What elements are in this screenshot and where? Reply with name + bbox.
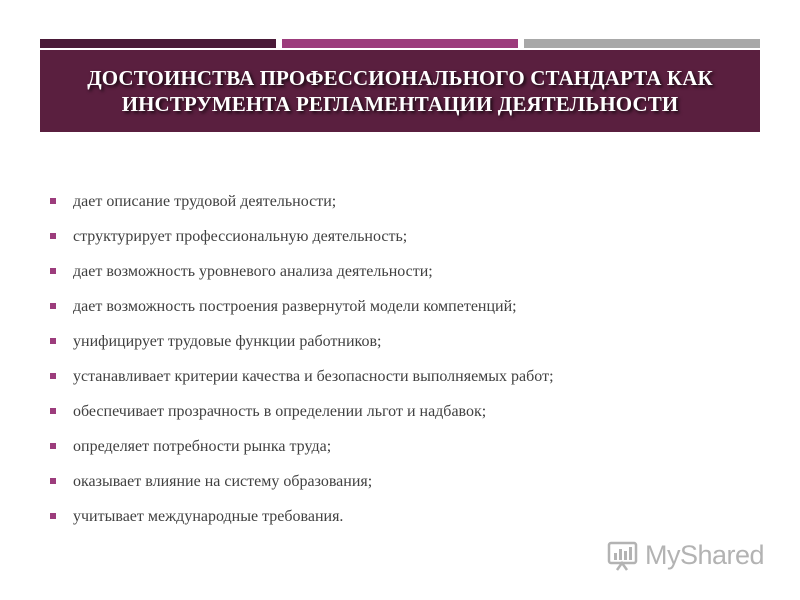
list-item (50, 289, 554, 324)
square-bullet-icon (50, 198, 56, 204)
list-item (50, 464, 554, 499)
list-item (50, 254, 554, 289)
accent-bar-dark (40, 39, 276, 48)
list-item-text: учитывает международные требования. (73, 507, 344, 525)
list-item-text: определяет потребности рынка труда; (73, 437, 332, 455)
slide-title: ДОСТОИНСТВА ПРОФЕССИОНАЛЬНОГО СТАНДАРТА КАК ИНСТРУМЕНТА РЕГЛАМЕНТАЦИИ ДЕЯТЕЛЬНОСТИ (87, 66, 713, 116)
title-band (40, 50, 760, 132)
list-item-text: дает возможность построения развернутой модели компетенций; (73, 297, 517, 315)
list-item (50, 324, 554, 359)
list-item-text: оказывает влияние на систему образования; (73, 472, 373, 490)
square-bullet-icon (50, 443, 56, 449)
myshared-watermark[interactable] (607, 538, 764, 572)
list-item (50, 394, 554, 429)
list-item-text: дает описание трудовой деятельности; (73, 192, 337, 210)
list-item-text: структурирует профессиональную деятельность; (73, 227, 408, 245)
square-bullet-icon (50, 513, 56, 519)
bullet-list (50, 184, 554, 534)
square-bullet-icon (50, 268, 56, 274)
list-item (50, 429, 554, 464)
watermark-text: MyShared (645, 539, 765, 570)
square-bullet-icon (50, 233, 56, 239)
list-item (50, 359, 554, 394)
square-bullet-icon (50, 338, 56, 344)
list-item-text: дает возможность уровневого анализа деятельности; (73, 262, 433, 280)
square-bullet-icon (50, 373, 56, 379)
square-bullet-icon (50, 408, 56, 414)
list-item-text: обеспечивает прозрачность в определении льгот и надбавок; (73, 402, 487, 420)
square-bullet-icon (50, 303, 56, 309)
list-item-text: устанавливает критерии качества и безопасности выполняемых работ; (73, 367, 554, 385)
list-item (50, 184, 554, 219)
accent-bar-gray (524, 39, 760, 48)
list-item-text: унифицирует трудовые функции работников; (73, 332, 382, 350)
accent-bar-magenta (282, 39, 518, 48)
square-bullet-icon (50, 478, 56, 484)
myshared-logo-icon (607, 538, 641, 572)
list-item (50, 499, 554, 534)
list-item (50, 219, 554, 254)
